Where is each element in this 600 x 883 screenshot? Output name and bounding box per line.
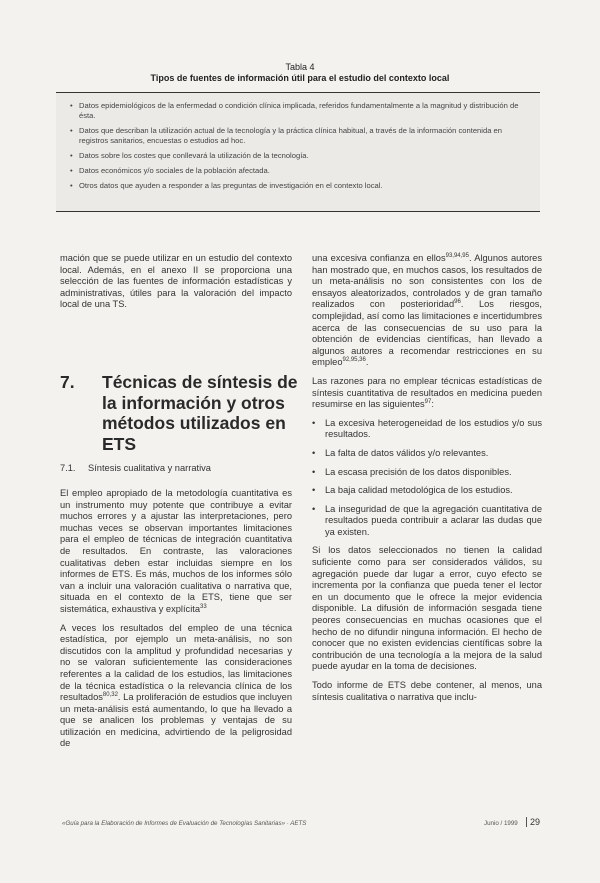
body-paragraph: Las razones para no emplear técnicas estadísticas de síntesis cuantitativa de resultados en medicina pueden resumirse en las siguientes$^{97}$: <box>312 375 542 410</box>
reference: 80,32 <box>102 692 118 698</box>
reference: 97 <box>424 399 432 406</box>
table-item: • Datos sobre los costes que conllevará la utilización de la tecnología. <box>70 151 530 161</box>
subsection-number: 7.1. <box>60 463 76 473</box>
body-paragraph: A veces los resultados del empleo de una técnica estadística, por ejemplo un meta-análisis, no son discutidos con la amplitud y profundidad necesarias y no se valoran suficientemente las consideraciones referentes a la calidad de los estudios, las limitaciones de la técnica estadística o la relevancia clínica de los resultados$^{80,32}$. La proliferación de estudios que incluyen un meta-análisis está aumentando, lo que ha llevado a que se analicen los problemas y ventajas de su utilización en medicina, advirtiendo de la peligrosidad de <box>60 622 292 749</box>
body-paragraph: una excesiva confianza en ellos$^{93,94,95}$. Algunos autores han mostrado que, en muchos casos, los resultados de un meta-análisis no son consistentes con los de ensayos aleatorizados, controlados y de gran tamaño realizados con posterioridad$^{96}$. Los riesgos, complejidad, así como las limitaciones e incertidumbres acerca de las consecuencias de su uso para la obtención de evidencias científicas, han llevado a algunos autores a recomendar restricciones en su empleo$^{92,95,36}$. <box>312 252 543 368</box>
section-number: 7. <box>60 372 75 392</box>
table-label: Tabla 4 <box>285 62 315 72</box>
reasons-list <box>312 418 542 539</box>
table-item: • Datos económicos y/o sociales de la población afectada. <box>70 166 530 176</box>
list-item: • La falta de datos válidos y/o relevantes. <box>312 448 542 460</box>
reference: 92,95,36 <box>342 357 366 364</box>
left-body <box>60 488 292 757</box>
intro-paragraph: mación que se puede utilizar en un estudio del contexto local. Además, en el anexo II se proporciona una selección de las fuentes de información estadísticas y administrativas, útiles para la valoración del impacto local de una TS. <box>60 253 292 310</box>
reference: 93,94,95 <box>445 252 469 259</box>
reference: 96 <box>454 299 461 306</box>
footer-title: «Guía para la Elaboración de Informes de Evaluación de Tecnologías Sanitarias» · AETS <box>62 820 307 827</box>
table-item: • Datos epidemiológicos de la enfermedad o condición clínica implicada, referidos fundamentalmente a la magnitud y distribución de ésta. <box>70 101 530 121</box>
table-item: • Datos que describan la utilización actual de la tecnología y la práctica clínica habitual, a través de la información contenida en registros sanitarios, encuestas o estudios ad hoc. <box>70 126 530 146</box>
body-paragraph: Todo informe de ETS debe contener, al menos, una síntesis cualitativa o narrativa que inclu- <box>312 680 542 702</box>
list-item: • La escasa precisión de los datos disponibles. <box>312 467 542 479</box>
list-item: • La inseguridad de que la agregación cuantitativa de resultados pueda contribuir a aclarar las dudas que ya existen. <box>312 504 542 539</box>
body-paragraph: Si los datos seleccionados no tienen la calidad suficiente como para ser considerados válidos, su agregación puede dar lugar a error, cuyo efecto se incrementa por la confianza que pueda tener el lector en un documento que le ofrece la mejor evidencia disponible. La difusión de información sesgada tiene peores consecuencias en muchas ocasiones que el hecho de no difundir ninguna información. El hecho de conocer que no existen evidencias científicas sobre la contribución de una tecnología a la mejora de la salud puede ayudar en la toma de decisiones. <box>312 545 542 672</box>
page-number: 29 <box>526 817 540 827</box>
table-list <box>56 93 540 191</box>
footer-date: Junio / 1999 <box>484 820 518 827</box>
body-paragraph: El empleo apropiado de la metodología cuantitativa es un instrumento muy potente que contribuye a evitar muchos errores y a ajustar las interpretaciones, pero muchas veces se observan importantes limitaciones para el empleo de técnicas de integración cuantitativa de resultados. En contraste, las valoraciones cualitativas deben estar incluidas siempre en los informes de ETS. Es más, muchos de los informes sólo van a incluir una valoración cualitativa o narrativa que, situada en el contexto de la ETS, tiene que ser sistemática, exhaustiva y explícita$^{33}$ <box>60 488 292 614</box>
left-intro <box>60 253 292 318</box>
list-item: • La baja calidad metodológica de los estudios. <box>312 485 542 497</box>
subsection-heading <box>60 463 211 473</box>
table-box <box>56 92 540 212</box>
reference: 33 <box>200 603 207 610</box>
list-item: • La excesiva heterogeneidad de los estudios y/o sus resultados. <box>312 418 542 441</box>
right-column <box>312 253 542 710</box>
section-title: Técnicas de síntesis de la información y otros métodos utilizados en ETS <box>102 372 298 454</box>
table-item: • Otros datos que ayuden a responder a las preguntas de investigación en el contexto local. <box>70 181 530 191</box>
subsection-title: Síntesis cualitativa y narrativa <box>88 463 211 473</box>
table-title: Tipos de fuentes de información útil para el estudio del contexto local <box>150 73 450 83</box>
